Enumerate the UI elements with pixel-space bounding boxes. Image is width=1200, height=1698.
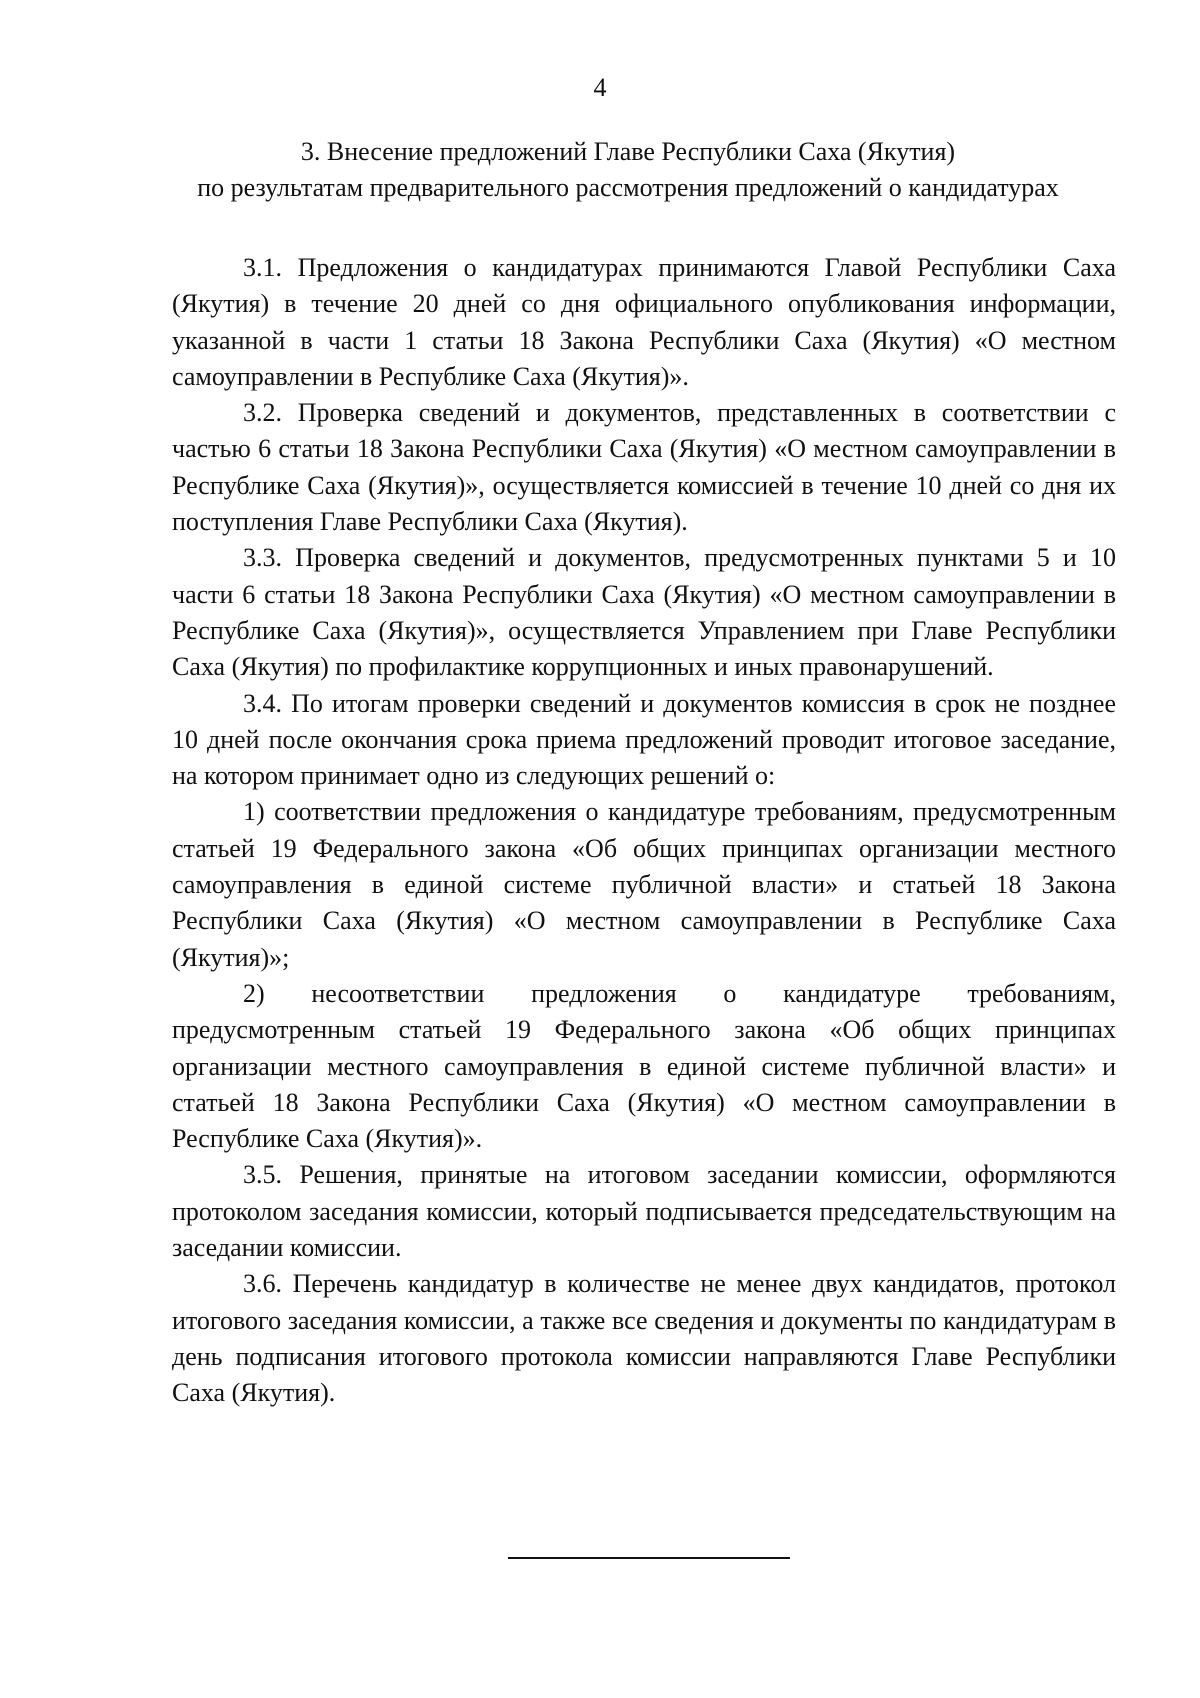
list-item-1: 1) соответствии предложения о кандидатуре требованиям, предусмотренным статьей 19 Федерального закона «Об общих принципах организации местного самоуправления в единой системе публичной власти» и статьей 18 Закона Республики Саха (Якутия) «О местном самоуправлении в Республике Саха (Якутия)»; xyxy=(172,797,1116,972)
paragraph-3-3: 3.3. Проверка сведений и документов, предусмотренных пунктами 5 и 10 части 6 статьи 18 Закона Республики Саха (Якутия) «О местном самоуправлении в Республике Саха (Якутия)», осуществляется Управлением при Главе Республики Саха (Якутия) по профилактике коррупционных и иных правонарушений. xyxy=(172,543,1116,682)
page-number: 4 xyxy=(593,73,607,102)
document-body xyxy=(172,250,1116,1412)
paragraph-3-5: 3.5. Решения, принятые на итоговом заседании комиссии, оформляются протоколом заседания комиссии, который подписывается председательствующим на заседании комиссии. xyxy=(172,1160,1116,1263)
end-divider-line xyxy=(508,1557,790,1559)
list-item-2: 2) несоответствии предложения о кандидатуре требованиям, предусмотренным статьей 19 Федерального закона «Об общих принципах организации местного самоуправления в единой системе публичной власти» и статьей 18 Закона Республики Саха (Якутия) «О местном самоуправлении в Республике Саха (Якутия)». xyxy=(172,978,1116,1154)
section-heading xyxy=(160,134,1096,206)
paragraph-3-6: 3.6. Перечень кандидатур в количестве не менее двух кандидатов, протокол итогового заседания комиссии, а также все сведения и документы по кандидатурам в день подписания итогового протокола комиссии направляются Главе Республики Саха (Якутия). xyxy=(172,1269,1116,1408)
paragraph-3-4: 3.4. По итогам проверки сведений и документов комиссия в срок не позднее 10 дней после окончания срока приема предложений проводит итоговое заседание, на котором принимает одно из следующих решений о: xyxy=(172,688,1116,791)
paragraph-3-1: 3.1. Предложения о кандидатурах принимаются Главой Республики Саха (Якутия) в течение 20 дней со дня официального опубликования информации, указанной в части 1 статьи 18 Закона Республики Саха (Якутия) «О местном самоуправлении в Республике Саха (Якутия)». xyxy=(172,253,1116,391)
section-heading-line-2: по результатам предварительного рассмотрения предложений о кандидатурах xyxy=(197,173,1059,202)
paragraph-3-2: 3.2. Проверка сведений и документов, представленных в соответствии с частью 6 статьи 18 Закона Республики Саха (Якутия) «О местном самоуправлении в Республике Саха (Якутия)», осуществляется комиссией в течение 10 дней со дня их поступления Главе Республики Саха (Якутия). xyxy=(172,398,1116,537)
section-heading-line-1: 3. Внесение предложений Главе Республики Саха (Якутия) xyxy=(300,137,956,166)
